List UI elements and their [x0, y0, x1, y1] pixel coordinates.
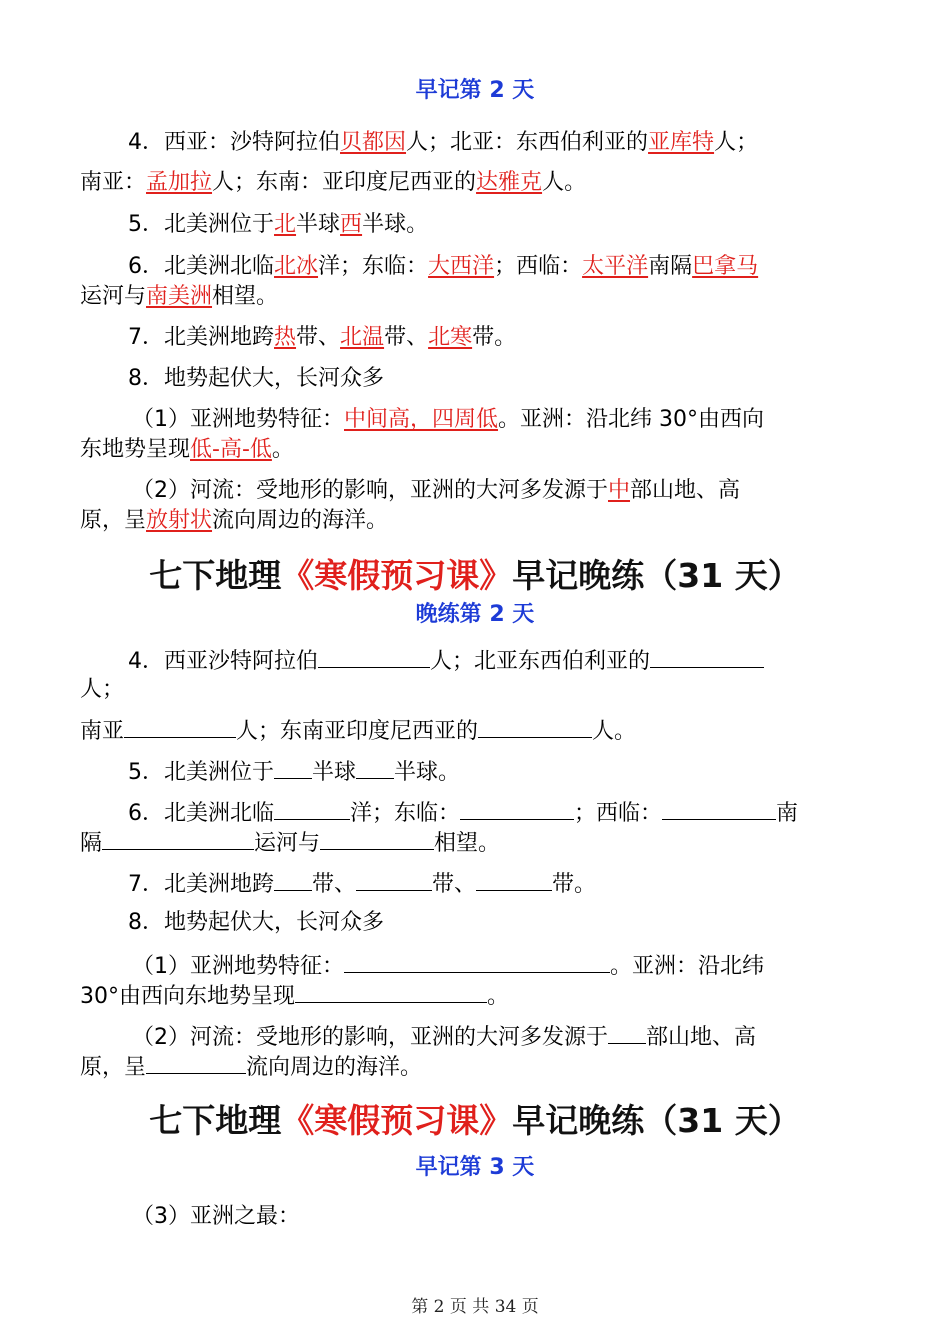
fill-blank[interactable] [460, 797, 574, 820]
answer: 大西洋 [428, 254, 495, 279]
evening-line-5: 5．北美洲位于 半球 半球。 [80, 756, 870, 788]
fill-blank[interactable] [124, 715, 236, 738]
morning-line-7: 7．北美洲地跨热带、北温带、北寒带。 [128, 325, 517, 350]
evening-day2-heading: 晚练第 2 天 [415, 602, 535, 627]
answer: 热 [274, 325, 297, 350]
evening-line-8-2b: 原，呈 流向周边的海洋。 [80, 1051, 870, 1083]
fill-blank[interactable] [274, 868, 312, 891]
evening-line-8: 8．地势起伏大，长河众多 [128, 910, 385, 935]
section-title: 七下地理《寒假预习课》早记晚练（31 天） [149, 556, 801, 595]
morning-line-5: 5．北美洲位于北半球西半球。 [128, 212, 429, 237]
evening-line-8-1: （1）亚洲地势特征： 。亚洲：沿北纬 [80, 950, 870, 982]
answer: 孟加拉 [146, 170, 213, 195]
fill-blank[interactable] [295, 980, 487, 1003]
answer: 北冰 [274, 254, 319, 279]
evening-line-4b: 人； [80, 677, 125, 702]
fill-blank[interactable] [356, 868, 432, 891]
answer: 低-高-低 [190, 437, 272, 462]
fill-blank[interactable] [274, 797, 350, 820]
evening-line-6: 6．北美洲北临 洋；东临： ；西临： 南 [80, 797, 870, 829]
fill-blank[interactable] [478, 715, 592, 738]
fill-blank[interactable] [102, 827, 254, 850]
fill-blank[interactable] [356, 756, 394, 779]
morning-day3-heading: 早记第 3 天 [415, 1155, 535, 1180]
fill-blank[interactable] [344, 950, 610, 973]
morning-line-8: 8．地势起伏大，长河众多 [128, 366, 385, 391]
fill-blank[interactable] [146, 1051, 246, 1074]
answer: 达雅克 [476, 170, 543, 195]
evening-line-4: 4．西亚沙特阿拉伯 人；北亚东西伯利亚的 [80, 645, 870, 677]
fill-blank[interactable] [650, 645, 764, 668]
answer: 北寒 [428, 325, 473, 350]
morning3-line-3: （3）亚洲之最： [132, 1204, 300, 1229]
answer: 太平洋 [582, 254, 649, 279]
morning-day2-heading: 早记第 2 天 [415, 78, 535, 103]
page-footer: 第 2 页 共 34 页 [411, 1297, 539, 1317]
morning-line-6b: 运河与南美洲相望。 [80, 284, 279, 309]
fill-blank[interactable] [320, 827, 434, 850]
evening-line-4c: 南亚 人；东南亚印度尼西亚的 人。 [80, 715, 870, 747]
morning-line-4: 4．西亚：沙特阿拉伯贝都因人；北亚：东西伯利亚的亚库特人； [128, 130, 759, 155]
fill-blank[interactable] [476, 868, 552, 891]
answer: 北 [274, 212, 297, 237]
answer: 中 [608, 478, 631, 503]
morning-line-4b: 南亚：孟加拉人；东南：亚印度尼西亚的达雅克人。 [80, 170, 587, 195]
evening-line-7: 7．北美洲地跨 带、 带、 带。 [80, 868, 870, 900]
answer: 中间高，四周低 [344, 407, 499, 432]
section-title: 七下地理《寒假预习课》早记晚练（31 天） [149, 1101, 801, 1140]
morning-line-8-2b: 原，呈放射状流向周边的海洋。 [80, 508, 389, 533]
morning-line-8-1: （1）亚洲地势特征：中间高，四周低。亚洲：沿北纬 30°由西向 [132, 407, 765, 432]
fill-blank[interactable] [274, 756, 312, 779]
fill-blank[interactable] [318, 645, 430, 668]
answer: 巴拿马 [692, 254, 759, 279]
evening-line-6b: 隔 运河与 相望。 [80, 827, 870, 859]
evening-line-8-1b: 30°由西向东地势呈现 。 [80, 980, 870, 1012]
evening-line-8-2: （2）河流：受地形的影响，亚洲的大河多发源于 部山地、高 [80, 1021, 870, 1053]
answer: 贝都因 [340, 130, 407, 155]
answer: 西 [340, 212, 363, 237]
answer: 北温 [340, 325, 385, 350]
fill-blank[interactable] [608, 1021, 646, 1044]
answer: 亚库特 [648, 130, 715, 155]
fill-blank[interactable] [662, 797, 776, 820]
answer: 南美洲 [146, 284, 213, 309]
morning-line-6: 6．北美洲北临北冰洋；东临：大西洋；西临：太平洋南隔巴拿马 [128, 254, 759, 279]
morning-line-8-1b: 东地势呈现低-高-低。 [80, 437, 294, 462]
morning-line-8-2: （2）河流：受地形的影响，亚洲的大河多发源于中部山地、高 [132, 478, 741, 503]
answer: 放射状 [146, 508, 213, 533]
